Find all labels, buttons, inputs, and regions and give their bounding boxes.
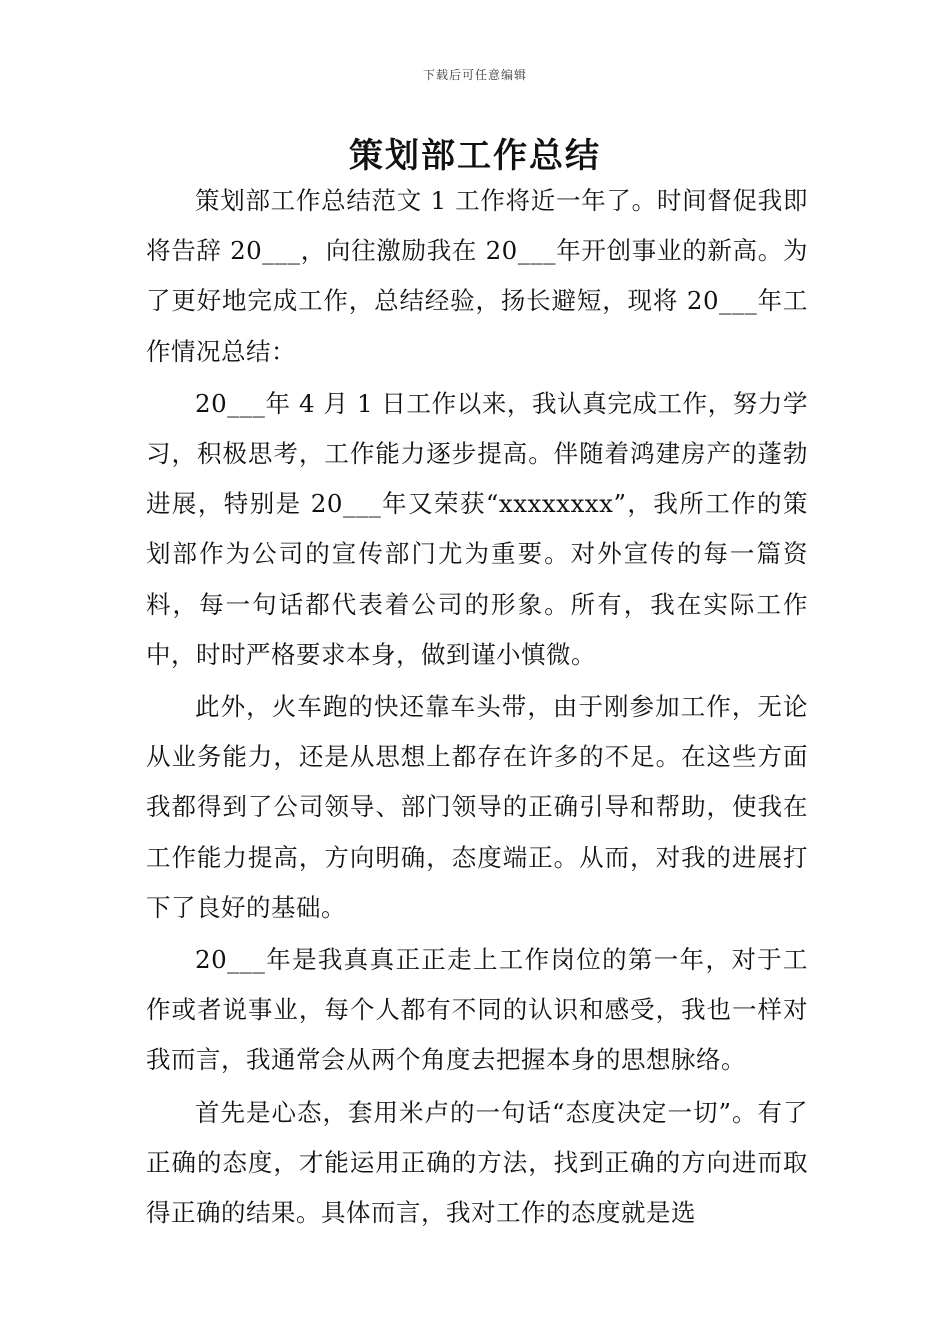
paragraph-2: 20___年 4 月 1 日工作以来，我认真完成工作，努力学习，积极思考，工作能力逐步提高。伴随着鸿建房产的蓬勃进展，特别是 20___年又荣获“xxxxxxxx”，我所工作的策划部作为公司的宣传部门尤为重要。对外宣传的每一篇资料，每一句话都代表着公司的形象。所有，我在实际工作中，时时严格要求本身，做到谨小慎微。 [146, 388, 808, 669]
paragraph-3: 此外，火车跑的快还靠车头带，由于刚参加工作，无论从业务能力，还是从思想上都存在许多的不足。在这些方面我都得到了公司领导、部门领导的正确引导和帮助，使我在工作能力提高，方向明确，态度端正。从而，对我的进展打下了良好的基础。 [146, 692, 808, 922]
document-body [146, 176, 808, 1240]
paragraph-1: 策划部工作总结范文 1 工作将近一年了。时间督促我即将告辞 20___，向往激励我在 20___年开创事业的新高。为了更好地完成工作，总结经验，扬长避短，现将 20___年工作情况总结： [146, 186, 808, 366]
document-title: 策划部工作总结 [349, 136, 601, 176]
paragraph-5: 首先是心态，套用米卢的一句话“态度决定一切”。有了正确的态度，才能运用正确的方法，找到正确的方向进而取得正确的结果。具体而言，我对工作的态度就是选 [146, 1097, 808, 1228]
paragraph-4: 20___年是我真真正正走上工作岗位的第一年，对于工作或者说事业，每个人都有不同的认识和感受，我也一样对我而言，我通常会从两个角度去把握本身的思想脉络。 [146, 945, 808, 1075]
header-note: 下载后可任意编辑 [422, 68, 527, 82]
